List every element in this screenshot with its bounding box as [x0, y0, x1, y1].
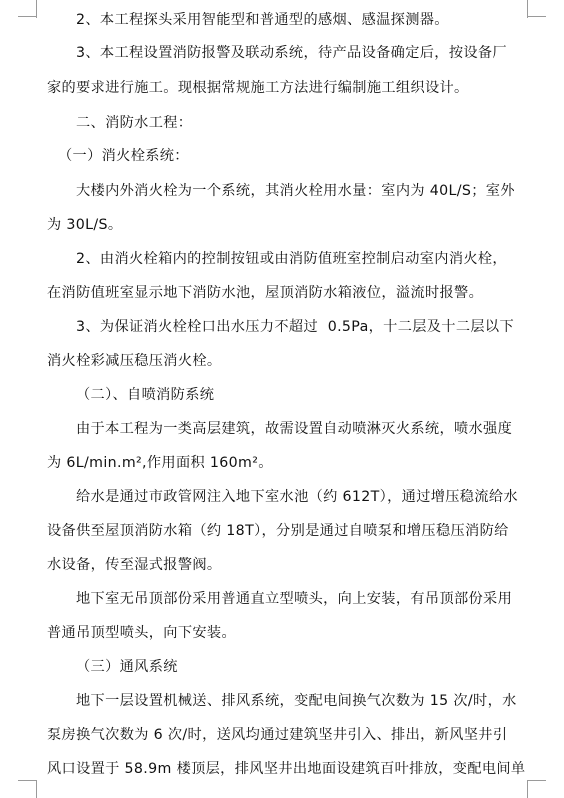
- subsection-heading: （一）消火栓系统：: [58, 148, 189, 164]
- paragraph-line: 3、本工程设置消防报警及联动系统，待产品设备确定后，按设备厂: [76, 45, 507, 61]
- paragraph-line: 地下室无吊顶部份采用普通直立型喷头，向上安装，有吊顶部份采用: [76, 591, 513, 607]
- paragraph-line: 水设备，传至湿式报警阀。: [47, 557, 222, 573]
- paragraph-line: 泵房换气次数为 6 次/时，送风均通过建筑坚井引入、排出，新风坚井引: [47, 727, 508, 743]
- paragraph-line: 为 6L/min.m²,作用面积 160m²。: [47, 455, 273, 471]
- paragraph-line: 2、由消火栓箱内的控制按钮或由消防值班室控制启动室内消火栓，: [76, 251, 507, 267]
- paragraph-line: 2、本工程探头采用智能型和普通型的感烟、感温探测器。: [76, 12, 449, 28]
- subsection-heading: （二）、自喷消防系统: [76, 387, 215, 403]
- crop-mark-bottom-left: [36, 780, 37, 798]
- crop-mark-bottom-left-h: [18, 780, 36, 781]
- crop-mark-top-left-h: [18, 16, 36, 17]
- paragraph-line: 风口设置于 58.9m 楼顶层，排风坚井出地面设建筑百叶排放，变配电间单: [47, 761, 526, 777]
- subsection-heading: （三）通风系统: [76, 659, 178, 675]
- paragraph-line: 大楼内外消火栓为一个系统，其消火栓用水量：室内为 40L/S；室外: [76, 183, 515, 199]
- crop-mark-bottom-right-h: [528, 780, 546, 781]
- paragraph-line: 由于本工程为一类高层建筑，故需设置自动喷淋灭火系统，喷水强度: [76, 421, 513, 437]
- crop-mark-top-right-h: [528, 16, 546, 17]
- paragraph-line: 给水是通过市政管网注入地下室水池（约 612T），通过增压稳流给水: [76, 489, 518, 505]
- crop-mark-top-left: [36, 0, 37, 18]
- section-heading: 二、消防水工程：: [76, 115, 193, 131]
- paragraph-line: 3、为保证消火栓栓口出水压力不超过 0.5Pa，十二层及十二层以下: [76, 319, 514, 335]
- paragraph-line: 地下一层设置机械送、排风系统，变配电间换气次数为 15 次/时，水: [76, 693, 517, 709]
- paragraph-line: 消火栓彩减压稳压消火栓。: [47, 353, 222, 369]
- crop-mark-bottom-right: [527, 780, 528, 798]
- paragraph-line: 为 30L/S。: [47, 217, 123, 233]
- paragraph-line: 普通吊顶型喷头，向下安装。: [47, 625, 236, 641]
- paragraph-line: 家的要求进行施工。现根据常规施工方法进行编制施工组织设计。: [47, 80, 469, 96]
- paragraph-line: 设备供至屋顶消防水箱（约 18T），分别是通过自喷泵和增压稳压消防给: [47, 523, 509, 539]
- paragraph-line: 在消防值班室显示地下消防水池，屋顶消防水箱液位，溢流时报警。: [47, 285, 484, 301]
